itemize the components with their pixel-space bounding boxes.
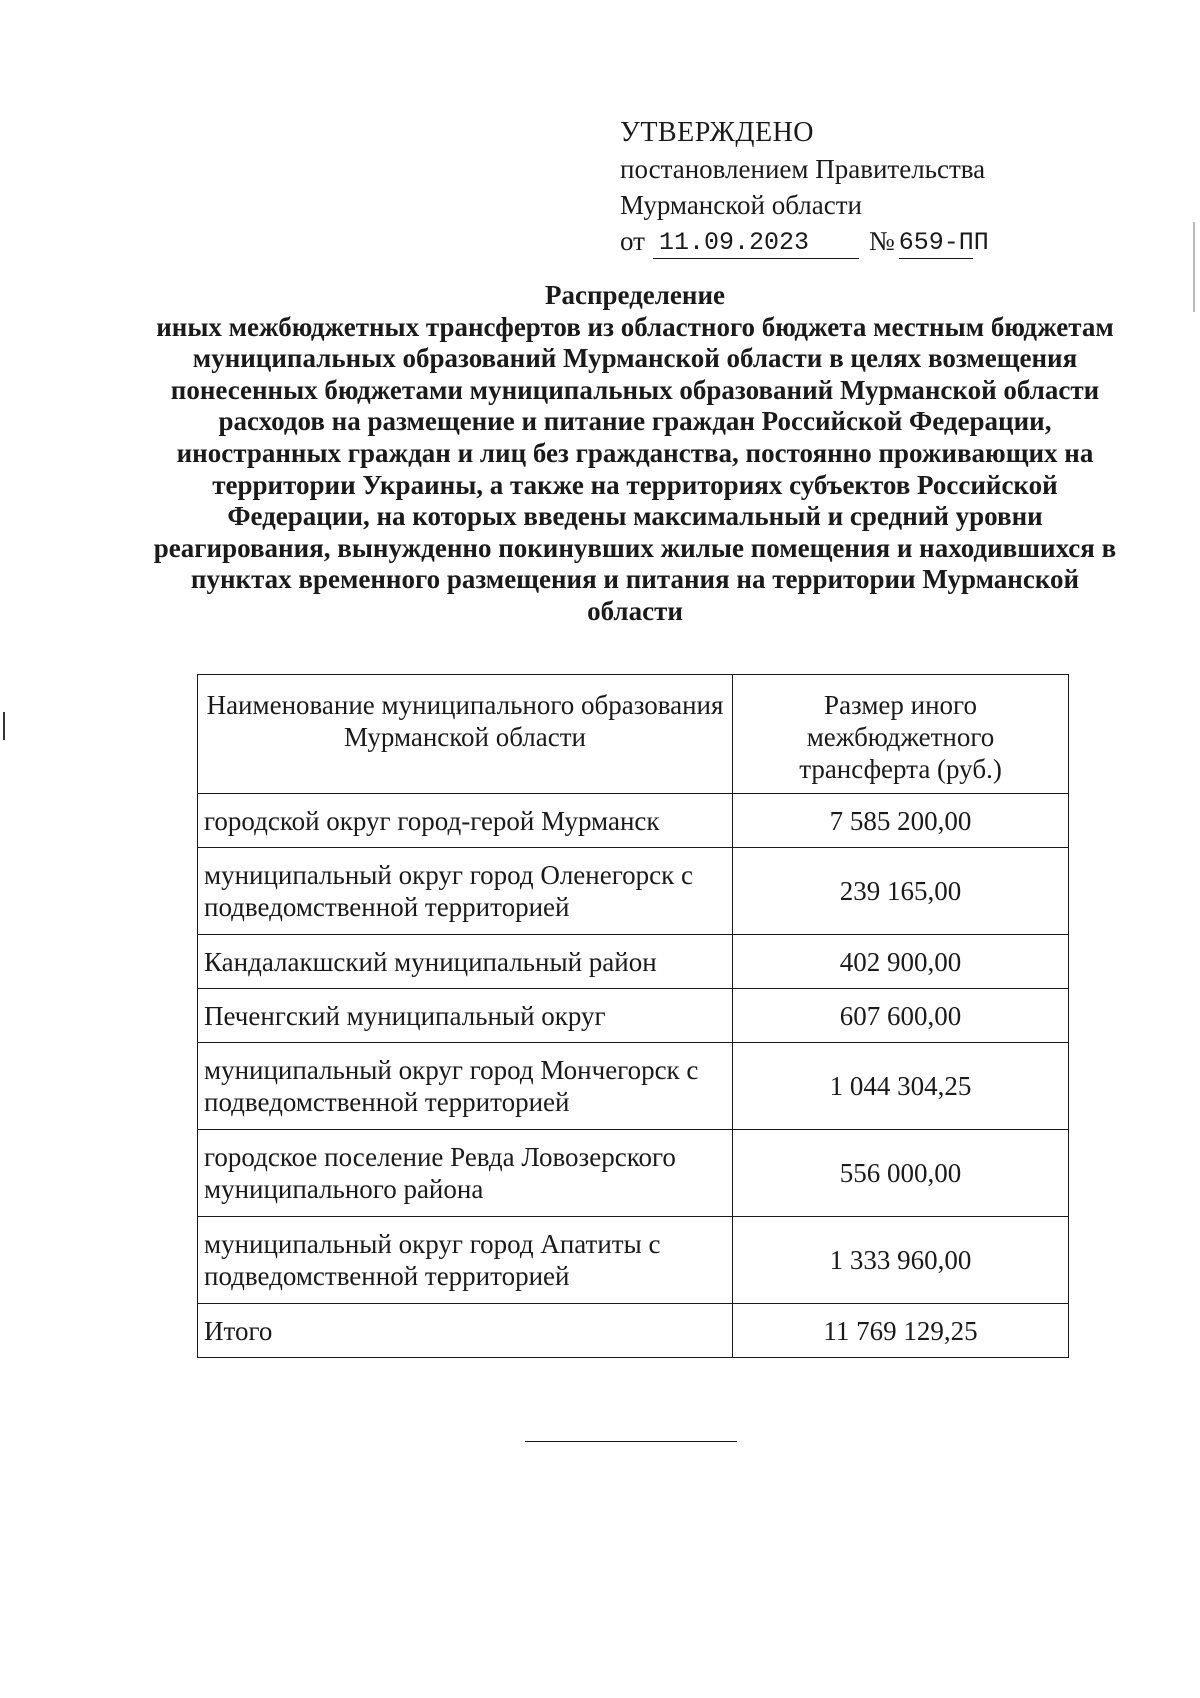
approved-heading: УТВЕРЖДЕНО	[620, 117, 815, 148]
header-municipality: Наименование муниципального образования Мурманской области	[198, 675, 733, 794]
row-amount: 1 044 304,25	[733, 1043, 1069, 1130]
total-label: Итого	[198, 1304, 733, 1358]
row-municipality: Кандалакшский муниципальный район	[198, 935, 733, 989]
table-row	[198, 1217, 1069, 1304]
table-header-row	[198, 675, 1069, 794]
approval-line-1: постановлением Правительства	[620, 154, 986, 184]
approval-number: 659-ПП	[898, 228, 989, 257]
header-amount: Размер иного межбюджетного трансферта (руб.)	[733, 675, 1069, 794]
document-title	[150, 280, 1120, 628]
approval-stamp-block	[620, 115, 1100, 259]
approval-reference	[620, 223, 1100, 259]
approval-date-prefix: от	[620, 226, 645, 256]
total-amount: 11 769 129,25	[733, 1304, 1069, 1358]
row-municipality: муниципальный округ город Мончегорск с подведомственной территорией	[198, 1043, 733, 1130]
row-municipality: городской округ город-герой Мурманск	[198, 794, 733, 848]
scan-artifact-left	[3, 712, 5, 740]
table-row	[198, 1043, 1069, 1130]
table-row	[198, 794, 1069, 848]
row-amount: 7 585 200,00	[733, 794, 1069, 848]
row-municipality: муниципальный округ город Апатиты с подведомственной территорией	[198, 1217, 733, 1304]
row-municipality: городское поселение Ревда Ловозерского муниципального района	[198, 1130, 733, 1217]
title-main: Распределение	[544, 280, 726, 310]
row-municipality: муниципальный округ город Оленегорск с подведомственной территорией	[198, 848, 733, 935]
table-total-row	[198, 1304, 1069, 1358]
table-row	[198, 1130, 1069, 1217]
row-amount: 402 900,00	[733, 935, 1069, 989]
distribution-table	[197, 674, 1069, 1358]
scan-artifact-right	[1193, 222, 1195, 312]
end-separator-line	[525, 1441, 737, 1442]
title-subtitle: иных межбюджетных трансфертов из областного бюджета местным бюджетам муниципальных образований Мурманской области в целях возмещения понесенных бюджетами муниципальных образований Мурманской области расходов на размещение и питание граждан Российской Федерации, иностранных граждан и лиц без гражданства, постоянно проживающих на территории Украины, а также на территориях субъектов Российской Федерации, на которых введены максимальный и средний уровни реагирования, вынужденно покинувших жилые помещения и находившихся в пунктах временного размещения и питания на территории Мурманской области	[153, 311, 1117, 626]
approval-date: 11.09.2023	[653, 228, 859, 259]
row-amount: 239 165,00	[733, 848, 1069, 935]
row-amount: 556 000,00	[733, 1130, 1069, 1217]
table-row	[198, 935, 1069, 989]
row-municipality: Печенгский муниципальный округ	[198, 989, 733, 1043]
approval-number-label: №	[868, 226, 895, 256]
row-amount: 1 333 960,00	[733, 1217, 1069, 1304]
table-row	[198, 848, 1069, 935]
table-row	[198, 989, 1069, 1043]
row-amount: 607 600,00	[733, 989, 1069, 1043]
approval-line-2: Мурманской области	[620, 190, 862, 220]
